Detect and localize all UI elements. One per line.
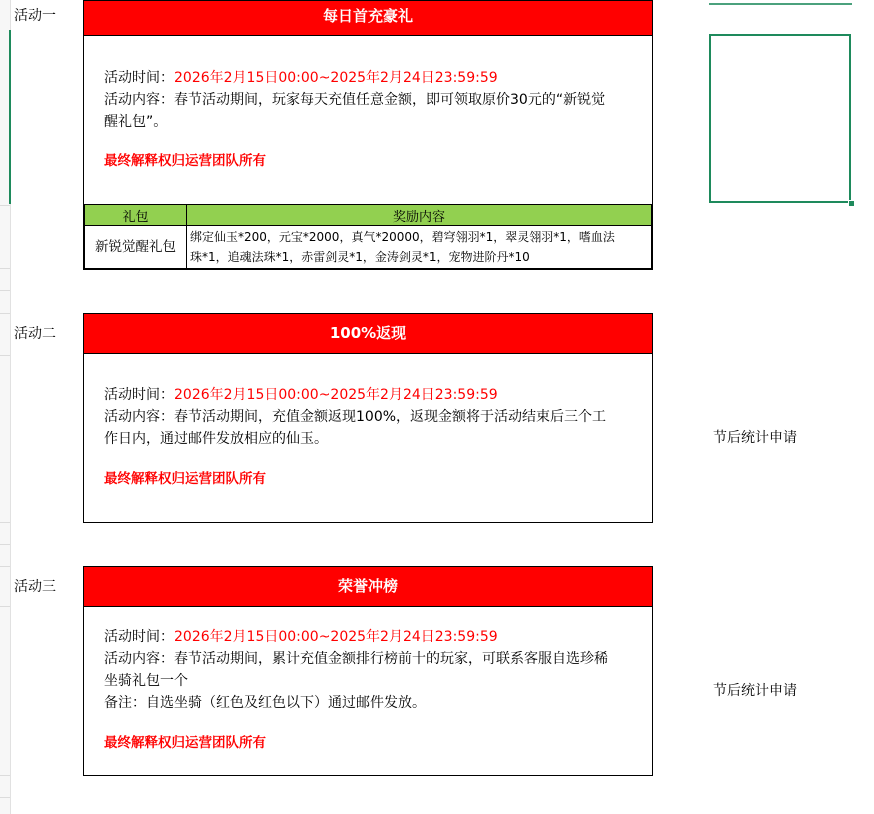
activity-3-time: 活动时间：2026年2月15日00:00~2025年2月24日23:59:59 [104,629,498,645]
reward-content-line-1: 绑定仙玉*200，元宝*2000，真气*20000，碧穹翎羽*1，翠灵翎羽*1，嗜血法 [190,230,615,244]
activity-3-note: 备注：自选坐骑（红色及红色以下）通过邮件发放。 [104,695,426,711]
activity-2-disclaimer: 最终解释权归运营团队所有 [104,471,266,487]
row-selection-indicator [9,30,11,204]
activity-1-content-line-1: 活动内容：春节活动期间，玩家每天充值任意金额，即可领取原价30元的“新锐觉 [104,92,606,108]
selected-cell[interactable] [709,34,851,203]
activity-3-content-line-2: 坐骑礼包一个 [104,673,188,689]
reward-col-gift: 礼包 [85,205,187,226]
row-label-activity-2[interactable]: 活动二 [14,326,56,342]
activity-2-content-line-2: 作日内，通过邮件发放相应的仙玉。 [104,431,328,447]
activity-1-panel[interactable] [83,0,653,270]
reward-content-line-2: 珠*1，追魂法珠*1，赤雷剑灵*1，金涛剑灵*1，宠物进阶丹*10 [190,250,530,264]
selection-top-edge [709,3,852,5]
activity-1-content-line-2: 醒礼包”。 [104,114,168,130]
reward-content-cell[interactable] [187,226,652,269]
row-label-activity-3[interactable]: 活动三 [14,579,56,595]
activity-2-time: 活动时间：2026年2月15日00:00~2025年2月24日23:59:59 [104,387,498,403]
reward-table [84,204,652,269]
activity-1-time: 活动时间：2026年2月15日00:00~2025年2月24日23:59:59 [104,70,498,86]
row-label-activity-1[interactable]: 活动一 [14,8,56,24]
activity-3-title: 荣誉冲榜 [84,567,652,607]
activity-3-disclaimer: 最终解释权归运营团队所有 [104,735,266,751]
activity-3-content-line-1: 活动内容：春节活动期间，累计充值金额排行榜前十的玩家，可联系客服自选珍稀 [104,651,608,667]
activity-2-panel[interactable] [83,313,653,523]
activity-3-panel[interactable] [83,566,653,776]
activity-2-side-note[interactable]: 节后统计申请 [713,430,797,446]
activity-2-content-line-1: 活动内容：春节活动期间，充值金额返现100%，返现金额将于活动结束后三个工 [104,409,607,425]
activity-1-title: 每日首充豪礼 [84,1,652,36]
reward-col-content: 奖励内容 [187,205,652,226]
activity-2-title: 100%返现 [84,314,652,354]
reward-gift-name[interactable]: 新锐觉醒礼包 [85,226,187,269]
fill-handle[interactable] [848,200,855,207]
activity-1-disclaimer: 最终解释权归运营团队所有 [104,153,266,169]
activity-3-side-note[interactable]: 节后统计申请 [713,683,797,699]
